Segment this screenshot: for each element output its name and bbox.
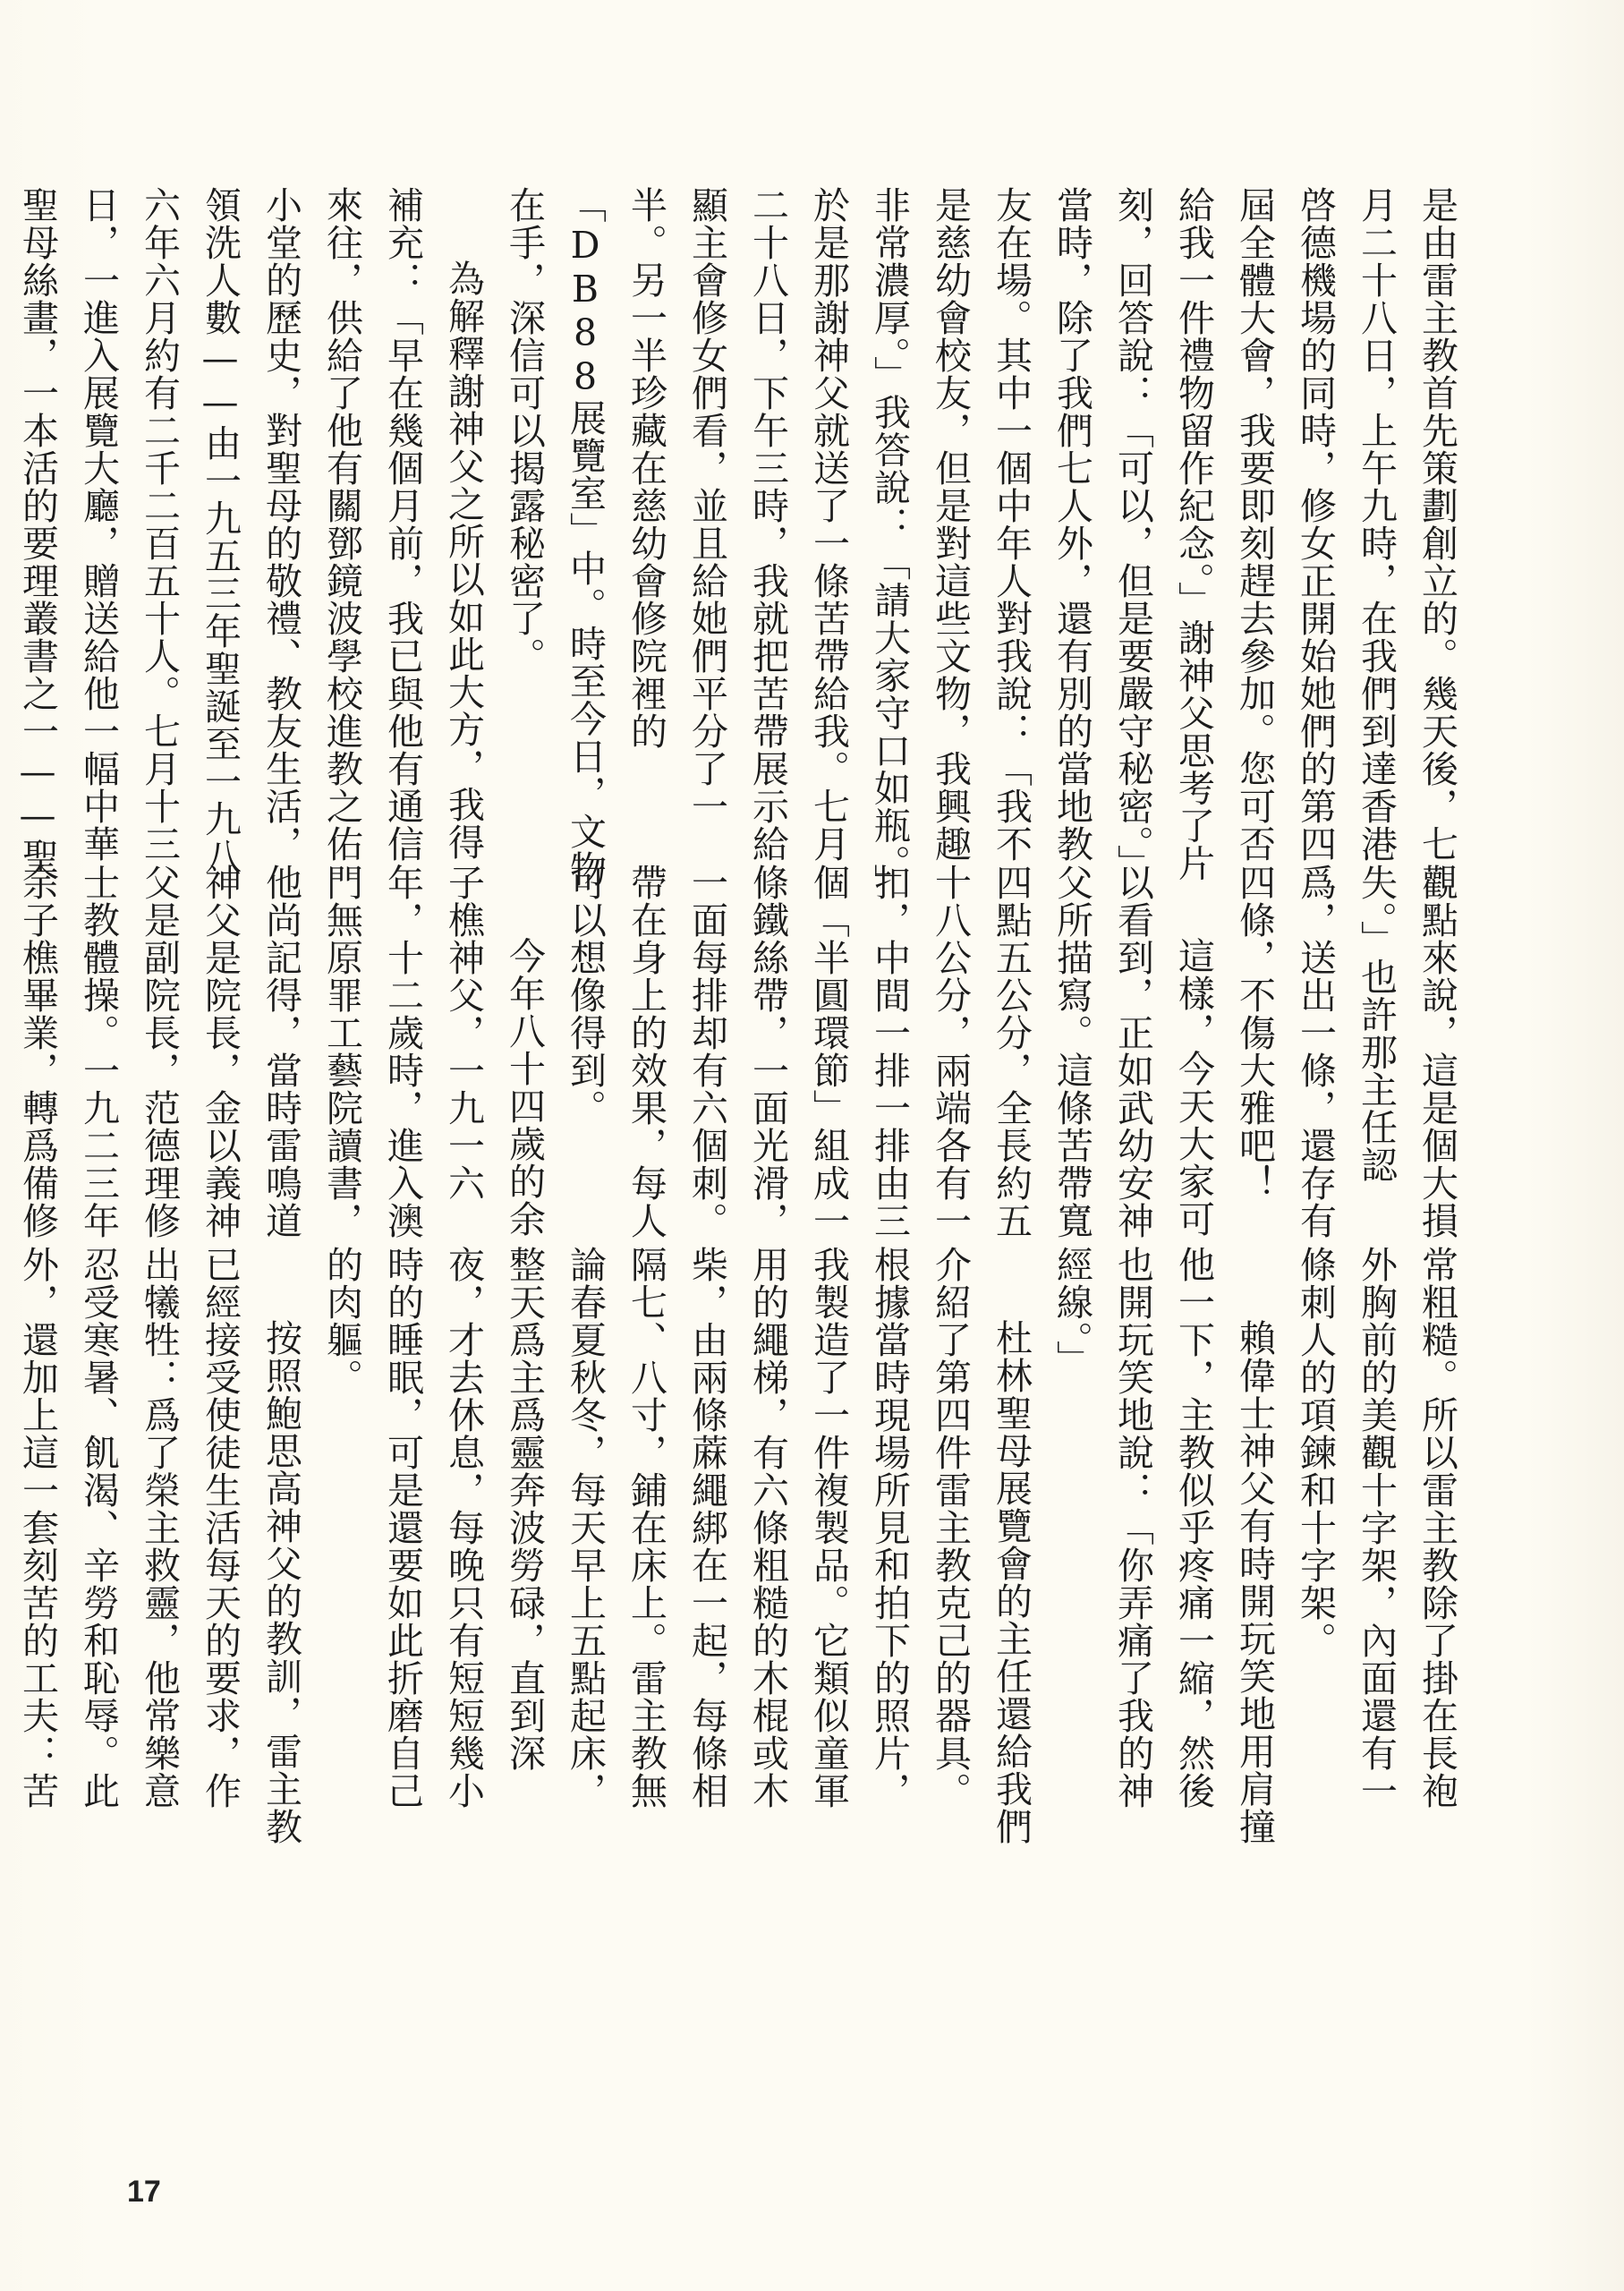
upper-text-block (16, 186, 1467, 893)
paragraph: 是由雷主教首先策劃創立的。幾天後，七月二十八日，上午九時，在我們到達香港啓德機場的同時，修女正開始她們的第四屆全體大會，我要即刻趕去參加。您可否給我一件禮物留作紀念。」謝神父思考了片刻，回答說：「可以，但是要嚴守秘密。」當時，除了我們七人外，還有別的當地教友在場。其中一個中年人對我說：「我不是慈幼會校友，但是對這些文物，我興趣非常濃厚。」我答說：「請大家守口如瓶。」於是那謝神父就送了一條苦帶給我。七月二十八日，下午三時，我就把苦帶展示給顯主會修女們看，並且給她們平分了一半。另一半珍藏在慈幼會修院裡的「DB88展覽室」中。時至今日，文物在手，深信可以揭露秘密了。 (503, 186, 1458, 888)
lower-text-block (16, 1246, 1467, 1845)
paragraph: 這樣，今天大家可以看到，正如武幼安神父所描寫。這條苦帶寬四點五公分，全長約五十八公分，兩端各有一扣，中間一排一排由三個「半圓環節」組成一條鐵絲帶，一面光滑，一面每排却有六個刺。帶在身上的效果，每人可以想像得到。 (564, 864, 1215, 1239)
paragraph: 觀點來說，這是個大損失。」也許那主任認爲，送出一條，還存有四條，不傷大雅吧！ (1233, 864, 1458, 1239)
paragraph: 杜林聖母展覽會的主任還給我們介紹了第四件雷主教克己的器具。根據當時現場所見和拍下的照片，我製造了一件複製品。它類似童軍用的繩梯，有六條粗糙的木棍或木柴，由兩條蔴繩綁在一起，每條相隔七、八寸，鋪在床上。雷主教無論春夏秋冬，每天早上五點起床，整天爲主爲靈奔波勞碌，直到深夜，才去休息，每晚只有短短幾小時的睡眠，可是還要如此折磨自己的肉軀。 (320, 1246, 1033, 1845)
paragraph: 按照鮑思高神父的教訓，雷主教已經接受使徒生活每天的要求，作出犧牲：爲了榮主救靈，他常樂意忍受寒暑、飢渴、辛勞和恥辱。此外，還加上這一套刻苦的工夫：苦 (16, 1246, 302, 1845)
paragraph: 常粗糙。所以雷主教除了掛在長袍外胸前的美觀十字架，內面還有一條刺人的項鍊和十字架。 (1294, 1246, 1458, 1810)
page-number: 17 (127, 2175, 161, 2209)
middle-text-block (16, 864, 1467, 1257)
paragraph: 今年八十四歲的余子樵神父，一九一六年，十二歲時，進入澳門無原罪工藝院讀書，他尚記得，當時雷鳴道神父是院長，金以義神父是副院長，范德理修士教體操。一九二三年余子樵畢業，轉爲備修 (16, 864, 546, 1239)
paragraph: 為解釋謝神父之所以如此大方，我得補充：「早在幾個月前，我已與他有通信來往，供給了他有關鄧鏡波學校進教之佑小堂的歷史，對聖母的敬禮、教友生活，領洗人數——由一九五三年聖誕至一九八六年六月約有二千二百五十人。七月十三日，一進入展覽大廳，贈送給他一幅中華聖母絲畫，一本活的要理叢書之一——聖 (16, 186, 485, 875)
paragraph: 賴偉士神父有時開玩笑地用肩撞他一下，主教似乎疼痛一縮，然後也開玩笑地說：「你弄痛了我的神經線。」 (1050, 1246, 1276, 1845)
